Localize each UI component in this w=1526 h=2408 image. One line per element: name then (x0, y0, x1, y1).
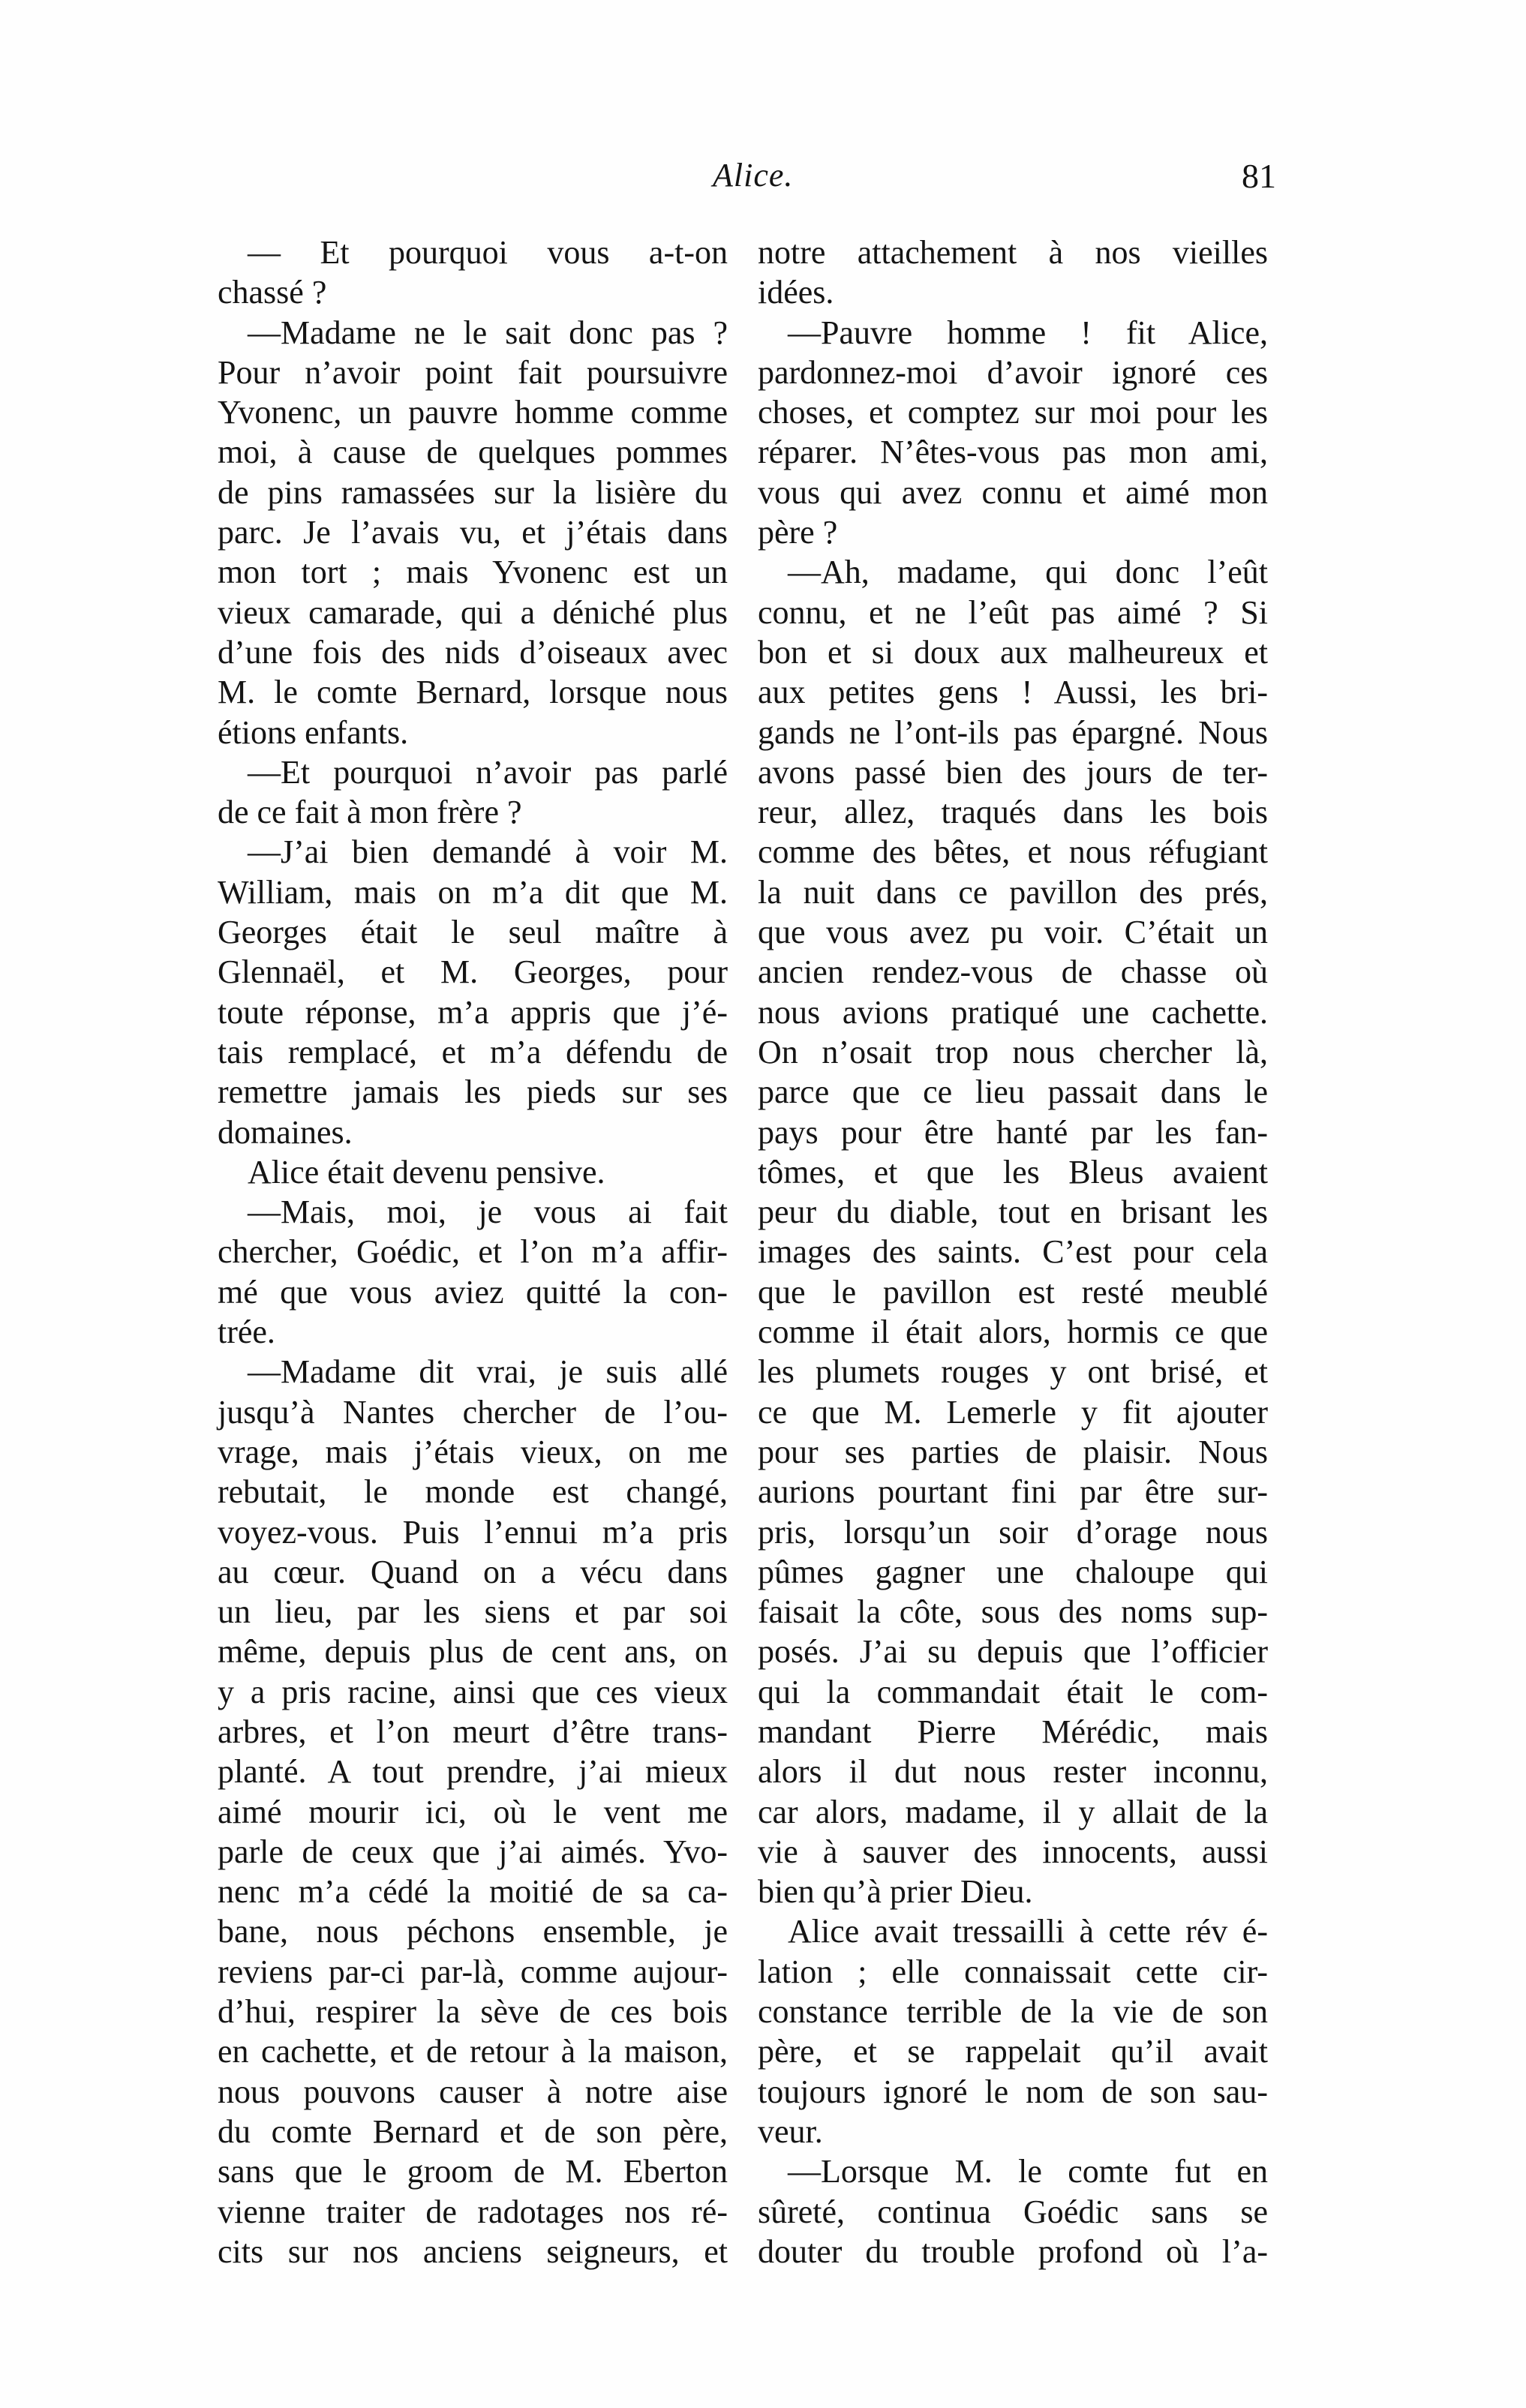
text-line: père, et se rappelait qu’il avait (758, 2033, 1268, 2070)
text-line: arbres, et l’on meurt d’être trans- (218, 1713, 728, 1750)
text-line: d’une fois des nids d’oiseaux avec (218, 633, 728, 671)
text-line: M. le comte Bernard, lorsque nous (218, 674, 728, 711)
text-line: la nuit dans ce pavillon des prés, (758, 873, 1268, 911)
text-line: faisait la côte, sous des noms sup- (758, 1593, 1268, 1631)
text-line: images des saints. C’est pour cela (758, 1233, 1268, 1271)
text-line: —Mais, moi, je vous ai fait (248, 1193, 728, 1231)
text-line: pays pour être hanté par les fan- (758, 1113, 1268, 1151)
text-line: bon et si doux aux malheureux et (758, 633, 1268, 671)
text-line: parle de ceux que j’ai aimés. Yvo- (218, 1833, 728, 1870)
text-line: aurions pourtant fini par être sur- (758, 1473, 1268, 1511)
text-line: jusqu’à Nantes chercher de l’ou- (218, 1393, 728, 1431)
text-line: —Pauvre homme ! fit Alice, (788, 314, 1268, 351)
text-line: Glennaël, et M. Georges, pour (218, 953, 728, 991)
text-line: domaines. (218, 1113, 353, 1151)
text-line: ce que M. Lemerle y fit ajouter (758, 1393, 1268, 1431)
text-line: lation ; elle connaissait cette cir- (758, 1953, 1268, 1990)
text-line: Alice avait tressailli à cette rév é- (788, 1913, 1268, 1950)
text-line: cits sur nos anciens seigneurs, et (218, 2232, 728, 2270)
text-line: d’hui, respirer la sève de ces bois (218, 1993, 728, 2031)
text-line: Pour n’avoir point fait poursuivre (218, 353, 728, 391)
text-line: toute réponse, m’a appris que j’é- (218, 993, 728, 1031)
text-column-left (218, 233, 728, 2271)
text-line: Georges était le seul maître à (218, 914, 728, 951)
text-line: bane, nous péchons ensemble, je (218, 1913, 728, 1950)
text-line: réparer. N’êtes-vous pas mon ami, (758, 434, 1268, 471)
text-column-right (758, 233, 1268, 2271)
text-line: parc. Je l’avais vu, et j’étais dans (218, 514, 728, 551)
text-line: vrage, mais j’étais vieux, on me (218, 1433, 728, 1470)
text-line: —J’ai bien demandé à voir M. (248, 833, 728, 871)
text-line: les plumets rouges y ont brisé, et (758, 1353, 1268, 1391)
text-line: connu, et ne l’eût pas aimé ? Si (758, 593, 1268, 631)
text-line: William, mais on m’a dit que M. (218, 873, 728, 911)
text-line: Yvonenc, un pauvre homme comme (218, 394, 728, 431)
page-number: 81 (1242, 157, 1276, 195)
text-line: mé que vous aviez quitté la con- (218, 1273, 728, 1311)
text-line: comme des bêtes, et nous réfugiant (758, 833, 1268, 871)
text-line: parce que ce lieu passait dans le (758, 1073, 1268, 1111)
text-line: pardonnez-moi d’avoir ignoré ces (758, 353, 1268, 391)
text-line: moi, à cause de quelques pommes (218, 434, 728, 471)
text-line: qui la commandait était le com- (758, 1673, 1268, 1710)
text-line: tais remplacé, et m’a défendu de (218, 1033, 728, 1070)
text-line: posés. J’ai su depuis que l’officier (758, 1633, 1268, 1671)
text-line: —Ah, madame, qui donc l’eût (788, 554, 1268, 591)
text-line: sans que le groom de M. Eberton (218, 2153, 728, 2190)
text-line: bien qu’à prier Dieu. (758, 1873, 1033, 1911)
text-line: gands ne l’ont-ils pas épargné. Nous (758, 713, 1268, 751)
text-line: mon tort ; mais Yvonenc est un (218, 554, 728, 591)
text-line: même, depuis plus de cent ans, on (218, 1633, 728, 1671)
text-line: sûreté, continua Goédic sans se (758, 2193, 1268, 2230)
text-line: nous pouvons causer à notre aise (218, 2073, 728, 2110)
text-line: chercher, Goédic, et l’on m’a affir- (218, 1233, 728, 1271)
text-line: pûmes gagner une chaloupe qui (758, 1553, 1268, 1590)
text-line: reviens par-ci par-là, comme aujour- (218, 1953, 728, 1990)
page-header (0, 156, 1526, 209)
running-title: Alice. (713, 157, 794, 194)
text-line: avons passé bien des jours de ter- (758, 753, 1268, 791)
text-line: reur, allez, traqués dans les bois (758, 794, 1268, 831)
text-line: pris, lorsqu’un soir d’orage nous (758, 1513, 1268, 1551)
text-line: en cachette, et de retour à la maison, (218, 2033, 728, 2070)
text-line: vienne traiter de radotages nos ré- (218, 2193, 728, 2230)
text-line: de ce fait à mon frère ? (218, 794, 522, 831)
text-line: car alors, madame, il y allait de la (758, 1793, 1268, 1830)
text-line: que le pavillon est resté meublé (758, 1273, 1268, 1311)
text-line: voyez-vous. Puis l’ennui m’a pris (218, 1513, 728, 1551)
text-line: nenc m’a cédé la moitié de sa ca- (218, 1873, 728, 1911)
text-line: de pins ramassées sur la lisière du (218, 473, 728, 511)
text-line: —Lorsque M. le comte fut en (788, 2153, 1268, 2190)
text-line: —Madame dit vrai, je suis allé (248, 1353, 728, 1391)
text-line: aimé mourir ici, où le vent me (218, 1793, 728, 1830)
text-line: planté. A tout prendre, j’ai mieux (218, 1753, 728, 1791)
text-line: ancien rendez-vous de chasse où (758, 953, 1268, 991)
text-line: vie à sauver des innocents, aussi (758, 1833, 1268, 1870)
text-line: au cœur. Quand on a vécu dans (218, 1553, 728, 1590)
text-line: On n’osait trop nous chercher là, (758, 1033, 1268, 1070)
text-line: vous qui avez connu et aimé mon (758, 473, 1268, 511)
text-line: y a pris racine, ainsi que ces vieux (218, 1673, 728, 1710)
text-line: Alice était devenu pensive. (248, 1153, 605, 1190)
text-line: mandant Pierre Mérédic, mais (758, 1713, 1268, 1750)
text-line: nous avions pratiqué une cachette. (758, 993, 1268, 1031)
text-line: pour ses parties de plaisir. Nous (758, 1433, 1268, 1470)
text-line: trée. (218, 1314, 275, 1351)
text-line: veur. (758, 2112, 823, 2150)
text-line: aux petites gens ! Aussi, les bri- (758, 674, 1268, 711)
text-line: peur du diable, tout en brisant les (758, 1193, 1268, 1231)
text-line: chassé ? (218, 274, 327, 311)
text-line: notre attachement à nos vieilles (758, 234, 1268, 271)
text-line: —Madame ne le sait donc pas ? (248, 314, 728, 351)
text-line: père ? (758, 514, 838, 551)
text-line: rebutait, le monde est changé, (218, 1473, 728, 1511)
text-line: étions enfants. (218, 713, 409, 751)
text-line: toujours ignoré le nom de son sau- (758, 2073, 1268, 2110)
text-line: tômes, et que les Bleus avaient (758, 1153, 1268, 1190)
text-line: du comte Bernard et de son père, (218, 2112, 728, 2150)
text-line: alors il dut nous rester inconnu, (758, 1753, 1268, 1791)
text-line: —Et pourquoi n’avoir pas parlé (248, 753, 728, 791)
text-line: douter du trouble profond où l’a- (758, 2232, 1268, 2270)
text-line: vieux camarade, qui a déniché plus (218, 593, 728, 631)
text-line: idées. (758, 274, 834, 311)
text-line: que vous avez pu voir. C’était un (758, 914, 1268, 951)
text-line: constance terrible de la vie de son (758, 1993, 1268, 2031)
text-line: comme il était alors, hormis ce que (758, 1314, 1268, 1351)
text-line: un lieu, par les siens et par soi (218, 1593, 728, 1631)
text-line: — Et pourquoi vous a-t-on (248, 234, 728, 271)
text-line: remettre jamais les pieds sur ses (218, 1073, 728, 1111)
text-line: choses, et comptez sur moi pour les (758, 394, 1268, 431)
